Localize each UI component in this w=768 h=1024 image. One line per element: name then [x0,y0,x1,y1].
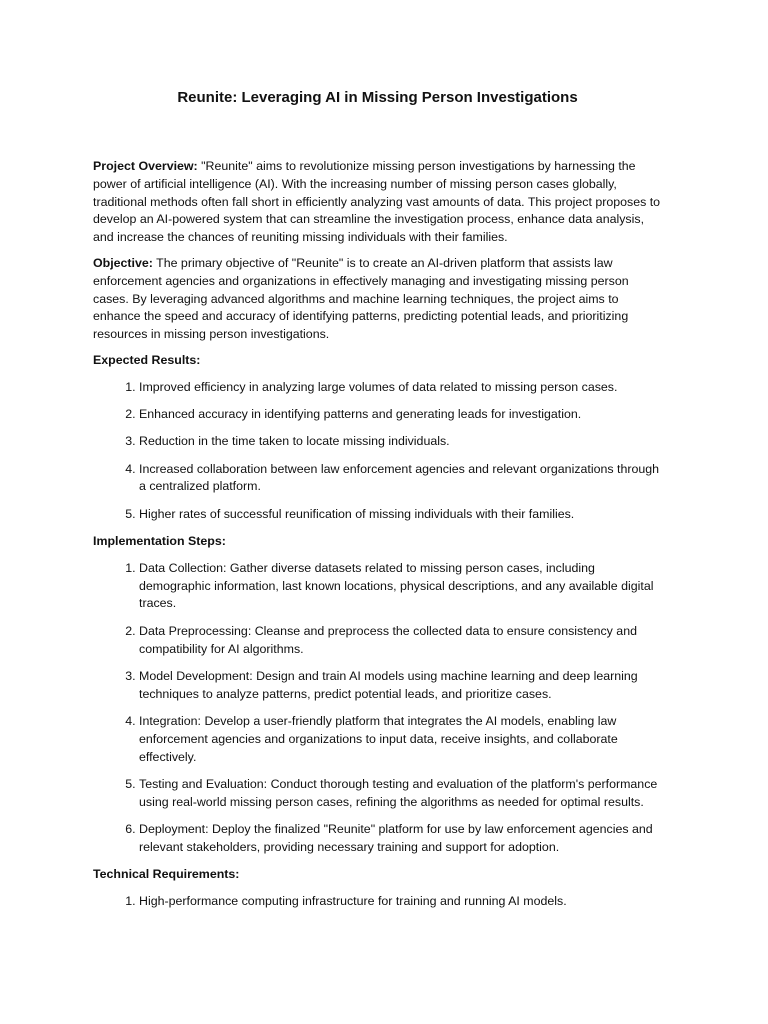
expected-results-list [93,379,662,524]
objective-text: The primary objective of "Reunite" is to create an AI-driven platform that assists law enforcement agencies and organizations in effectively managing and investigating missing person cases. By leveraging advanced algorithms and machine learning techniques, the project aims to enhance the speed and accuracy of identifying patterns, predicting potential leads, and prioritizing resources in missing person investigations. [93,255,629,342]
list-item: 1. Data Collection: Gather diverse datasets related to missing person cases, including demographic information, last known locations, physical descriptions, and any available digital traces. [139,560,662,613]
project-overview-label: Project Overview: [93,159,198,173]
implementation-steps-list [93,560,662,857]
list-item: 3. Model Development: Design and train AI models using machine learning and deep learning techniques to analyze patterns, predict potential leads, and prioritize cases. [139,668,662,704]
list-item: 5. Testing and Evaluation: Conduct thorough testing and evaluation of the platform's performance using real-world missing person cases, refining the algorithms as needed for optimal results. [139,776,662,812]
list-item: 4. Integration: Develop a user-friendly platform that integrates the AI models, enabling law enforcement agencies and organizations to input data, receive insights, and collaborate effectively. [139,713,662,766]
list-item: 4. Increased collaboration between law enforcement agencies and relevant organizations through a centralized platform. [139,461,662,497]
objective-paragraph [93,255,662,344]
list-item: 1. Improved efficiency in analyzing large volumes of data related to missing person cases. [139,379,662,397]
list-item: 2. Enhanced accuracy in identifying patterns and generating leads for investigation. [139,406,662,424]
technical-requirements-list [93,893,662,911]
expected-results-heading: Expected Results: [93,352,201,367]
document-title: Reunite: Leveraging AI in Missing Person Investigations [177,89,578,106]
list-item: 5. Higher rates of successful reunification of missing individuals with their families. [139,506,662,524]
project-overview-text: "Reunite" aims to revolutionize missing person investigations by harnessing the power of artificial intelligence (AI). With the increasing number of missing person cases globally, traditional methods often fall short in efficiently analyzing vast amounts of data. This project proposes to develop an AI-powered system that can streamline the investigation process, enhance data analysis, and increase the chances of reuniting missing individuals with their families. [93,159,661,245]
objective-label: Objective: [93,255,153,270]
implementation-steps-heading: Implementation Steps: [93,534,226,549]
list-item: 6. Deployment: Deploy the finalized "Reunite" platform for use by law enforcement agencies and relevant stakeholders, providing necessary training and support for adoption. [139,821,662,857]
technical-requirements-heading: Technical Requirements: [93,867,240,881]
list-item: 1. High-performance computing infrastructure for training and running AI models. [139,893,662,911]
list-item: 3. Reduction in the time taken to locate missing individuals. [139,433,662,451]
project-overview-paragraph [93,158,662,247]
list-item: 2. Data Preprocessing: Cleanse and preprocess the collected data to ensure consistency and compatibility for AI algorithms. [139,623,662,659]
